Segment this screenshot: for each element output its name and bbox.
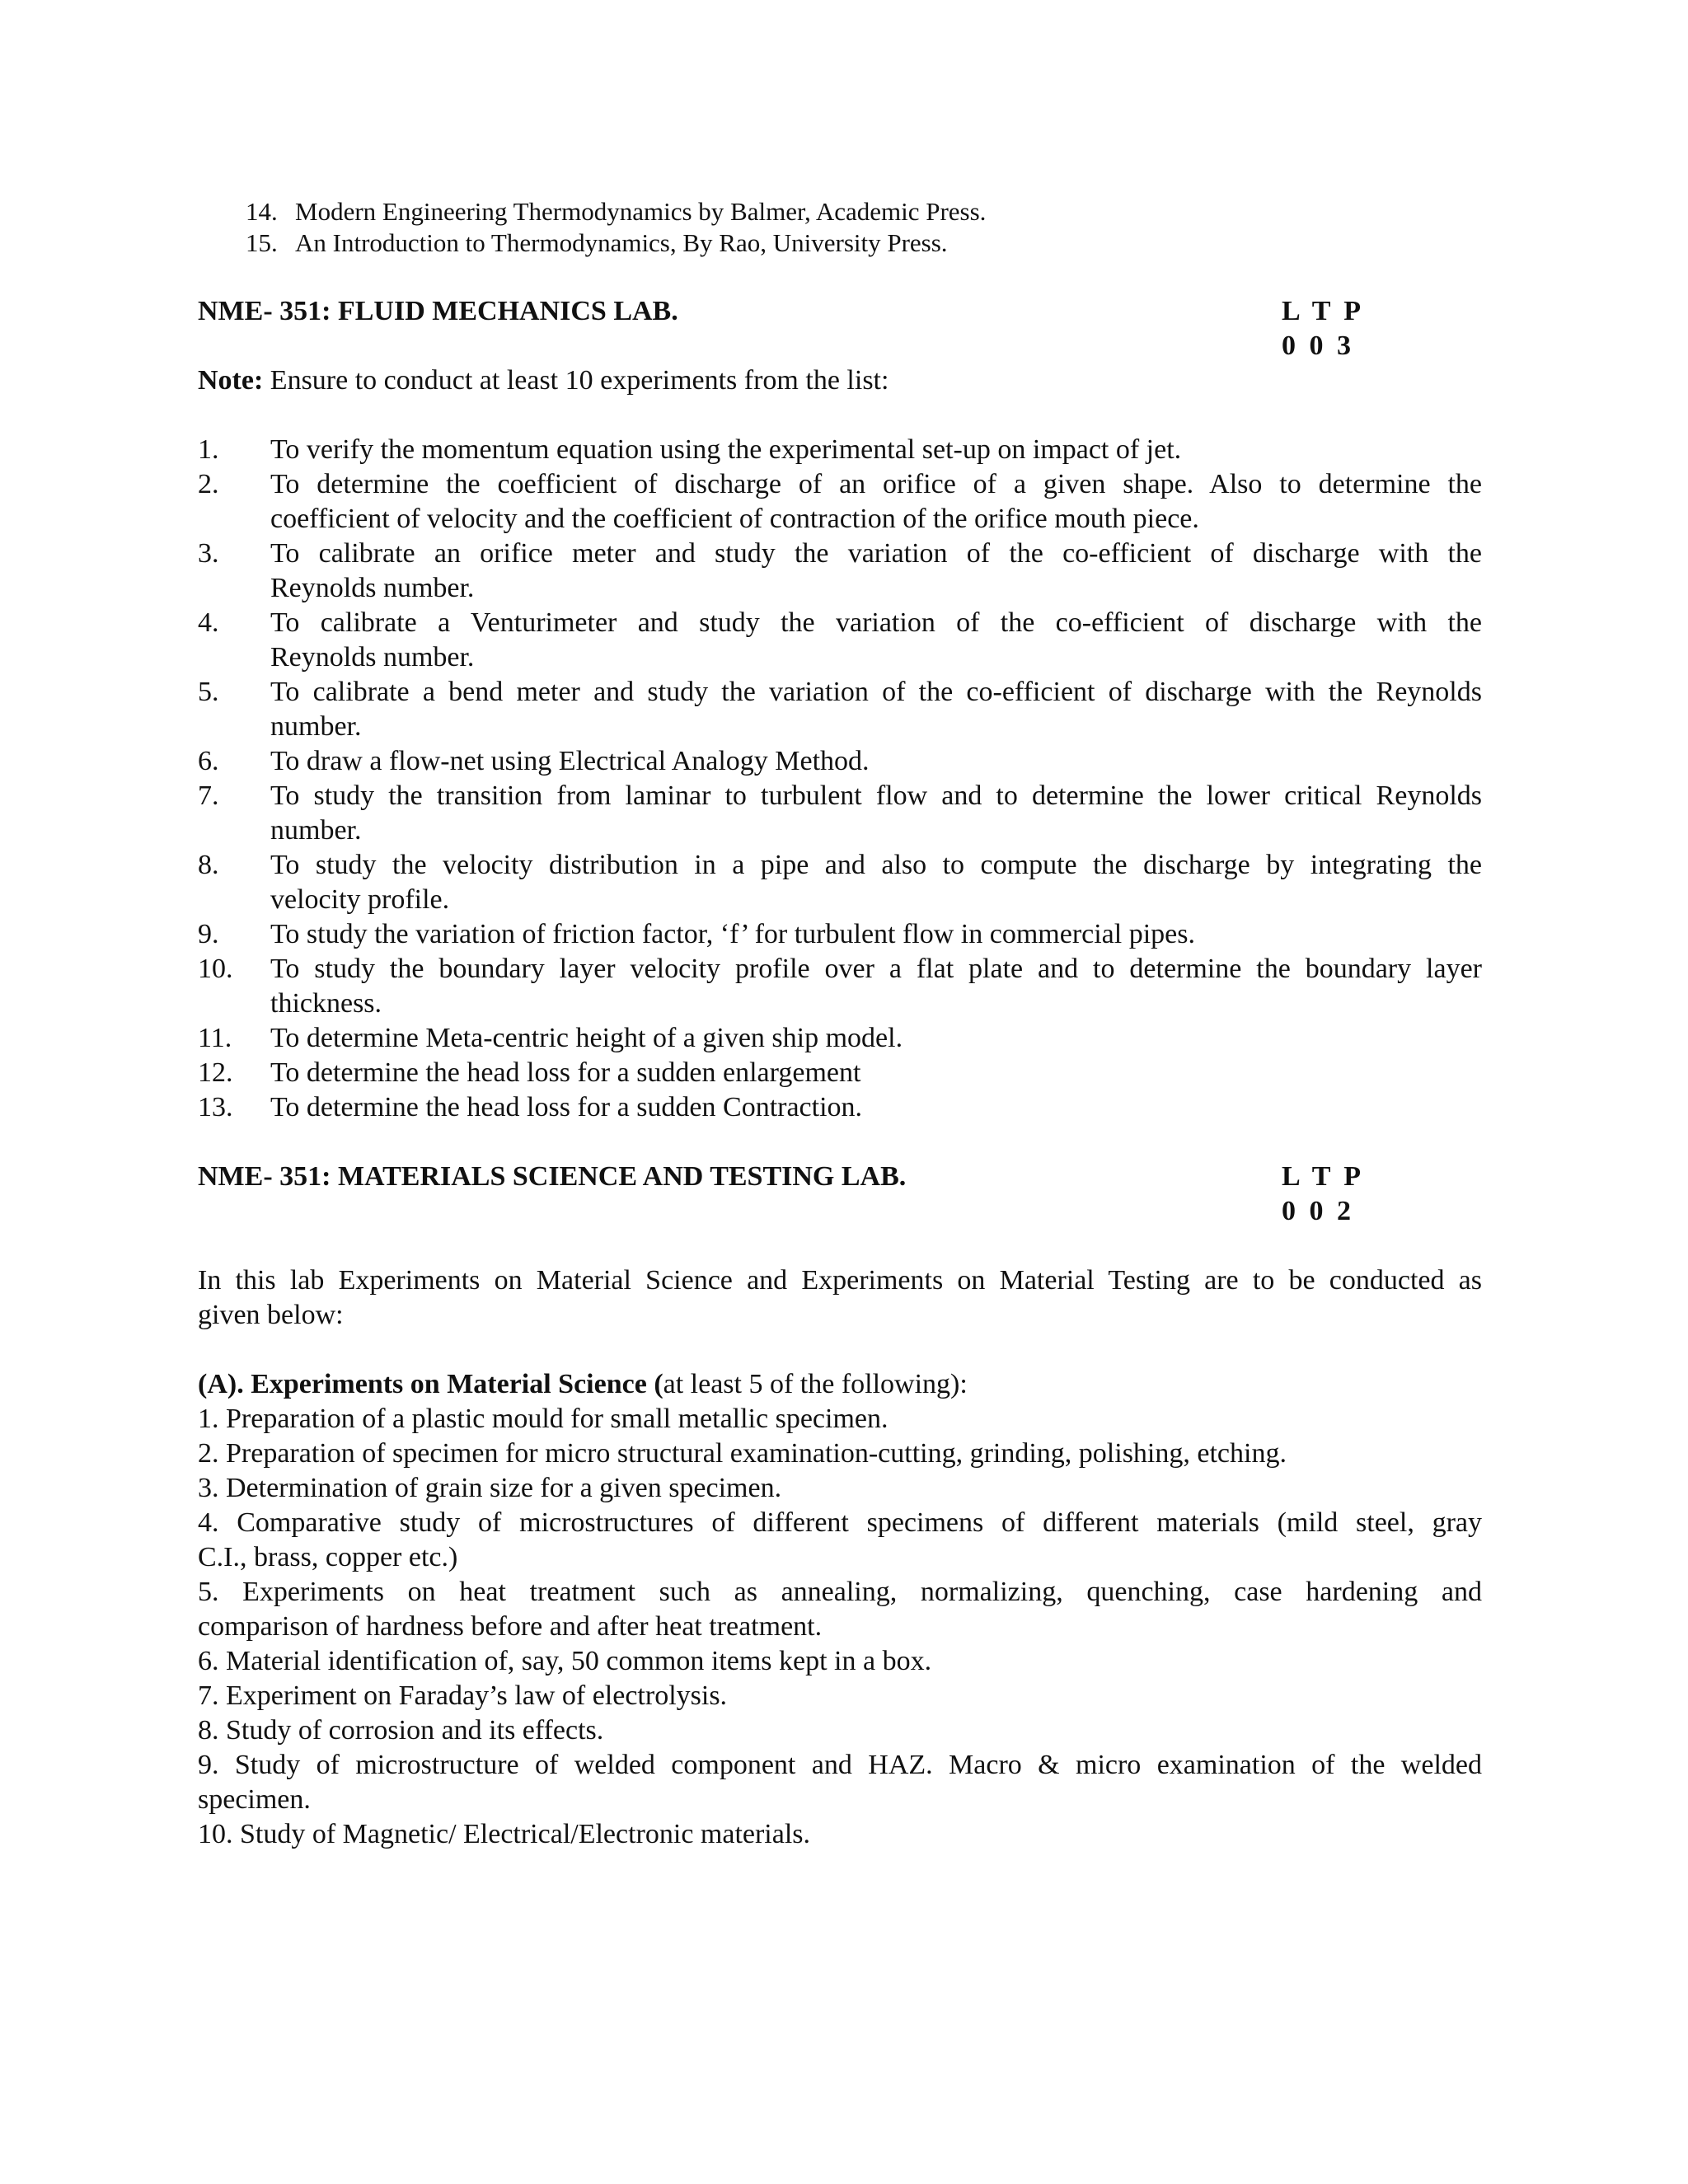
materials-item-6: 6. Material identification of, say, 50 common items kept in a box. — [198, 1646, 932, 1676]
materials-intro-cont: given below: — [198, 1300, 344, 1330]
fluid-item-4-text-cont: Reynolds number. — [270, 642, 475, 673]
section-a-heading — [198, 1367, 968, 1402]
fluid-item-3-number: 3. — [198, 538, 219, 569]
materials-item-5: 5. Experiments on heat treatment such as annealing, normalizing, quenching, case hardening and — [198, 1577, 1482, 1607]
fluid-item-9-number: 9. — [198, 919, 219, 949]
materials-item-9: 9. Study of microstructure of welded component and HAZ. Macro & micro examination of the welded — [198, 1750, 1482, 1780]
fluid-lab-ltp-header: L T P — [1282, 296, 1362, 326]
fluid-item-10-text: To study the boundary layer velocity profile over a flat plate and to determine the boundary layer — [270, 954, 1482, 984]
fluid-item-4-number: 4. — [198, 607, 219, 638]
fluid-item-12-text: To determine the head loss for a sudden enlargement — [270, 1057, 861, 1088]
materials-lab-ltp-values: 0 0 2 — [1282, 1196, 1351, 1226]
fluid-item-10-number: 10. — [198, 954, 233, 984]
materials-lab-title: NME- 351: MATERIALS SCIENCE AND TESTING LAB. — [198, 1161, 907, 1192]
fluid-item-2-text-cont: coefficient of velocity and the coefficient of contraction of the orifice mouth piece. — [270, 504, 1199, 534]
fluid-item-5-text-cont: number. — [270, 711, 362, 742]
materials-item-4: 4. Comparative study of microstructures of different specimens of different materials (mild steel, gray — [198, 1507, 1482, 1538]
fluid-item-1-text: To verify the momentum equation using the experimental set-up on impact of jet. — [270, 434, 1182, 465]
fluid-item-2-text: To determine the coefficient of discharge of an orifice of a given shape. Also to determine the — [270, 469, 1482, 499]
fluid-item-1-number: 1. — [198, 434, 219, 465]
fluid-lab-note — [198, 363, 889, 398]
fluid-item-9-text: To study the variation of friction factor, ‘f’ for turbulent flow in commercial pipes. — [270, 919, 1195, 949]
reference-15-number: 15. — [246, 228, 278, 257]
fluid-item-8-text-cont: velocity profile. — [270, 884, 450, 915]
materials-lab-ltp-header: L T P — [1282, 1161, 1362, 1192]
materials-item-7: 7. Experiment on Faraday’s law of electrolysis. — [198, 1680, 728, 1711]
fluid-item-6-text: To draw a flow-net using Electrical Analogy Method. — [270, 746, 870, 776]
fluid-item-13-number: 13. — [198, 1092, 233, 1122]
materials-item-8: 8. Study of corrosion and its effects. — [198, 1715, 604, 1746]
reference-15-text: An Introduction to Thermodynamics, By Rao, University Press. — [295, 228, 948, 257]
materials-item-2: 2. Preparation of specimen for micro structural examination-cutting, grinding, polishing, etching. — [198, 1438, 1287, 1469]
fluid-item-8-text: To study the velocity distribution in a pipe and also to compute the discharge by integrating the — [270, 850, 1482, 880]
fluid-item-5-number: 5. — [198, 677, 219, 707]
reference-14-text: Modern Engineering Thermodynamics by Balmer, Academic Press. — [295, 197, 987, 226]
reference-14-number: 14. — [246, 197, 278, 226]
fluid-item-6-number: 6. — [198, 746, 219, 776]
materials-item-5-cont: comparison of hardness before and after heat treatment. — [198, 1611, 823, 1642]
materials-item-3: 3. Determination of grain size for a given specimen. — [198, 1473, 782, 1503]
fluid-item-11-number: 11. — [198, 1023, 232, 1053]
materials-item-1: 1. Preparation of a plastic mould for small metallic specimen. — [198, 1404, 889, 1434]
fluid-item-3-text-cont: Reynolds number. — [270, 573, 475, 603]
fluid-item-7-text: To study the transition from laminar to turbulent flow and to determine the lower critical Reynolds — [270, 780, 1482, 811]
fluid-item-4-text: To calibrate a Venturimeter and study the variation of the co-efficient of discharge with the — [270, 607, 1482, 638]
note-label: Note: — [198, 365, 264, 396]
fluid-item-3-text: To calibrate an orifice meter and study the variation of the co-efficient of discharge with the — [270, 538, 1482, 569]
note-text: Ensure to conduct at least 10 experiments from the list: — [263, 365, 889, 396]
fluid-lab-title: NME- 351: FLUID MECHANICS LAB. — [198, 296, 678, 326]
fluid-item-5-text: To calibrate a bend meter and study the variation of the co-efficient of discharge with the Reynolds — [270, 677, 1482, 707]
fluid-item-12-number: 12. — [198, 1057, 233, 1088]
materials-item-9-cont: specimen. — [198, 1784, 311, 1815]
fluid-item-13-text: To determine the head loss for a sudden Contraction. — [270, 1092, 863, 1122]
section-a-rest: at least 5 of the following): — [663, 1369, 968, 1399]
fluid-item-11-text: To determine Meta-centric height of a given ship model. — [270, 1023, 903, 1053]
fluid-item-7-text-cont: number. — [270, 815, 362, 846]
materials-intro: In this lab Experiments on Material Science and Experiments on Material Testing are to be conducted as — [198, 1265, 1482, 1296]
fluid-item-10-text-cont: thickness. — [270, 988, 382, 1019]
fluid-lab-ltp-values: 0 0 3 — [1282, 330, 1351, 361]
materials-item-10: 10. Study of Magnetic/ Electrical/Electronic materials. — [198, 1819, 811, 1849]
fluid-item-2-number: 2. — [198, 469, 219, 499]
materials-item-4-cont: C.I., brass, copper etc.) — [198, 1542, 458, 1572]
section-a-bold: (A). Experiments on Material Science ( — [198, 1369, 663, 1399]
fluid-item-8-number: 8. — [198, 850, 219, 880]
fluid-item-7-number: 7. — [198, 780, 219, 811]
